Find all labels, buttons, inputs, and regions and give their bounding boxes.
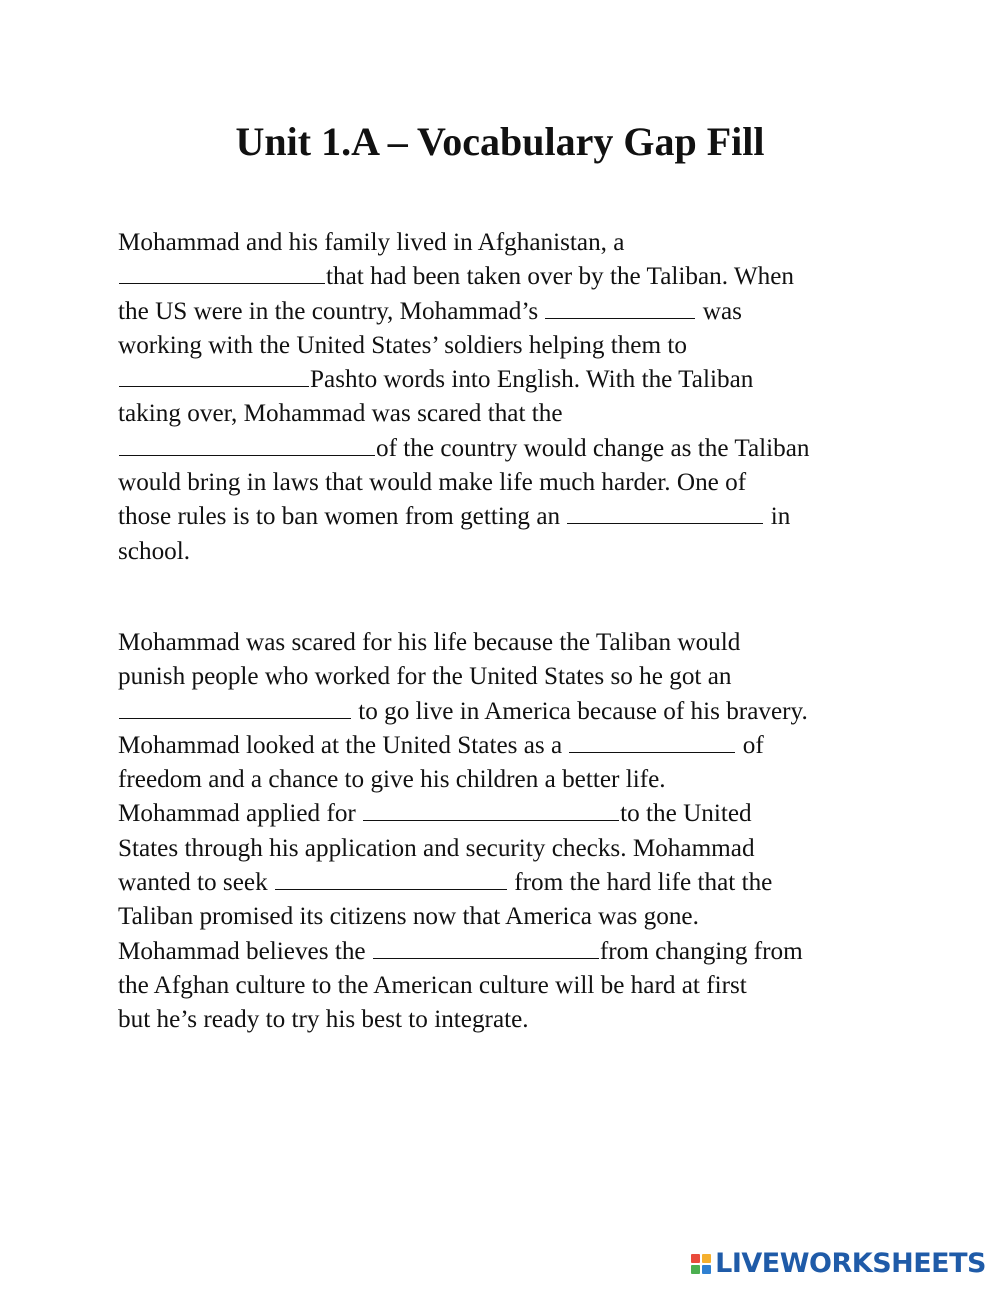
text-line: that had been taken over by the Taliban. When — [118, 260, 888, 294]
text-line: school. — [118, 537, 191, 565]
text-line: wanted to seek from the hard life that the — [118, 869, 773, 897]
text-line: Pashto words into English. With the Taliban — [118, 363, 888, 397]
logo-square-3 — [691, 1265, 700, 1274]
text-line: Mohammad believes the from changing from — [118, 937, 803, 965]
text-line: Mohammad applied for to the United — [118, 800, 752, 828]
logo-text: LIVEWORKSHEETS — [715, 1248, 986, 1279]
text-line: working with the United States’ soldiers helping them to — [118, 331, 687, 359]
text-line: the US were in the country, Mohammad’s was — [118, 297, 742, 325]
text-line: of the country would change as the Taliban — [118, 432, 888, 466]
gap-9-input[interactable] — [275, 867, 507, 890]
page-title: Unit 1.A – Vocabulary Gap Fill — [235, 119, 765, 164]
gap-3-input[interactable] — [119, 364, 309, 387]
gap-1-input[interactable] — [119, 261, 325, 284]
text-line: punish people who worked for the United States so he got an — [118, 663, 732, 691]
text-line: freedom and a chance to give his children a better life. — [118, 766, 666, 794]
logo-square-4 — [702, 1265, 711, 1274]
liveworksheets-logo — [691, 1247, 986, 1281]
gap-2-input[interactable] — [545, 296, 695, 319]
logo-square-1 — [691, 1254, 700, 1263]
text-line: those rules is to ban women from getting an in — [118, 503, 791, 531]
text-line: would bring in laws that would make life much harder. One of — [118, 469, 747, 497]
paragraph-1 — [118, 226, 888, 569]
text-line: but he’s ready to try his best to integrate. — [118, 1006, 529, 1034]
text-line: the Afghan culture to the American culture will be hard at first — [118, 971, 747, 999]
logo-square-2 — [702, 1254, 711, 1263]
paragraph-2 — [118, 626, 888, 1038]
gap-4-input[interactable] — [119, 433, 375, 456]
gap-7-input[interactable] — [569, 730, 735, 753]
gap-10-input[interactable] — [373, 936, 599, 959]
gap-6-input[interactable] — [119, 696, 351, 719]
text-line: Mohammad was scared for his life because the Taliban would — [118, 629, 741, 656]
text-line: Mohammad and his family lived in Afghanistan, a — [118, 229, 625, 256]
gap-8-input[interactable] — [363, 798, 619, 821]
text-line: to go live in America because of his bravery. — [118, 695, 888, 729]
gap-5-input[interactable] — [567, 501, 763, 524]
text-line: Taliban promised its citizens now that America was gone. — [118, 903, 699, 931]
text-line: States through his application and security checks. Mohammad — [118, 834, 755, 862]
text-line: Mohammad looked at the United States as a of — [118, 731, 764, 759]
logo-mark-icon — [691, 1254, 711, 1274]
text-line: taking over, Mohammad was scared that the — [118, 400, 563, 428]
